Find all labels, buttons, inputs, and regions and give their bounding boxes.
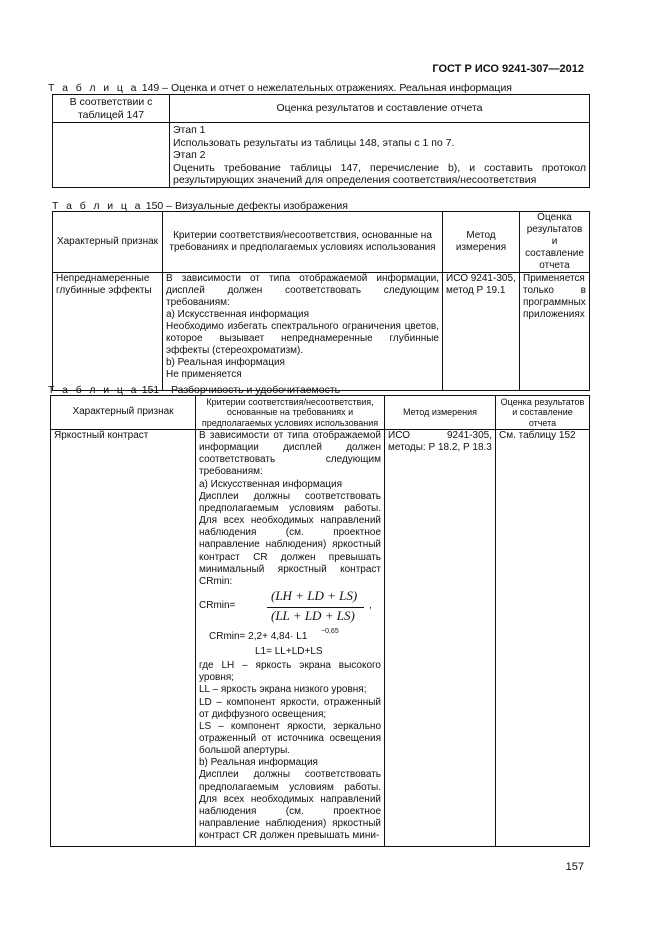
table-150-header-criteria: Критерии соответствия/несоответствия, основанные на требованиях и предполагаемых условиях использования bbox=[163, 212, 443, 273]
table-150-header-method: Метод измерения bbox=[443, 212, 520, 273]
table-149-empty-cell bbox=[53, 123, 170, 188]
table-149-col1-header: В соответствии с таблицей 147 bbox=[53, 95, 170, 123]
table-149-col2-header: Оценка результатов и составление отчета bbox=[170, 95, 590, 123]
table-151-method-cell: ИСО 9241-305, методы: Р 18.2, Р 18.3 bbox=[385, 430, 496, 847]
table-150-method-cell: ИСО 9241-305, метод Р 19.1 bbox=[443, 273, 520, 391]
table-150-criteria-cell: В зависимости от типа отображаемой информации, дисплей должен соответствовать следующим требованиям: a) Искусственная информация Необходимо избегать спектрального ограничения цветов, которое вызывает непреднамеренные глубинные эффекты (стереохроматизм). b) Реальная информация Не применяется bbox=[163, 273, 443, 391]
table-150-header-evaluation: Оценка результатов и составление отчета bbox=[520, 212, 590, 273]
table-151-evaluation-cell: См. таблицу 152 bbox=[496, 430, 590, 847]
table-150-header-feature: Характерный признак bbox=[53, 212, 163, 273]
table-151-header-criteria: Критерии соответствия/несоответствия, основанные на требованиях и предполагаемых условиях использования bbox=[196, 396, 385, 430]
table-150-feature-cell: Непреднамеренные глубинные эффекты bbox=[53, 273, 163, 391]
page-number: 157 bbox=[565, 861, 584, 873]
table-149-body-cell: Этап 1 Использовать результаты из таблицы 148, этапы с 1 по 7. Этап 2 Оценить требование таблицы 147, перечисление b), и составить протокол результирующих значений для определения соответствия/несоответствия bbox=[170, 123, 590, 188]
contrast-formula: CRmin= (LH + LD + LS) (LL + LD + LS) , CRmin= 2,2+ 4,84· L1 −0,65 L1= LL+LD+LS bbox=[199, 588, 372, 658]
table-150 bbox=[52, 211, 590, 391]
document-header: ГОСТ Р ИСО 9241-307—2012 bbox=[432, 63, 584, 75]
table-151-criteria-cell: В зависимости от типа отображаемой информации дисплей должен соответствовать следующим требованиям: a) Искусственная информация Дисплеи должны соответствовать предполагаемым условиям работы. Для всех необходимых направлений наблюдения (см. проектное направление наблюдения) яркостный контраст CR должен превышать минимальный яркостный контраст CRmin: CRmin= (LH + LD + LS) (LL + LD + LS) , CRmin= 2,2+ 4,84· L1 −0,65 L1= LL+LD+LS где LH – яркость экрана высокого уровня; LL – яркость экрана низкого уровня; LD – компонент яркости, отраженный от диффузного освещения; LS – компонент яркости, зеркально отраженный от источника освещения большой апертуры. b) Реальная информация Дисплеи должны соответствовать предполагаемым условиям работы. Для всех необходимых направлений наблюдения (см. проектное направление наблюдения) яркостный контраст CR должен превышать мини- bbox=[196, 430, 385, 847]
table-151-header-evaluation: Оценка результатов и составление отчета bbox=[496, 396, 590, 430]
table-151-header-feature: Характерный признак bbox=[51, 396, 196, 430]
table-151-feature-cell: Яркостный контраст bbox=[51, 430, 196, 847]
table-150-caption: Т а б л и ц а 150 – Визуальные дефекты изображения bbox=[52, 200, 348, 212]
table-151 bbox=[50, 395, 590, 847]
table-149 bbox=[52, 94, 590, 188]
table-151-caption: Т а б л и ц а 151 – Разборчивость и удобочитаемость bbox=[48, 384, 341, 396]
table-151-header-method: Метод измерения bbox=[385, 396, 496, 430]
table-150-evaluation-cell: Применяется только в программных приложениях bbox=[520, 273, 590, 391]
table-149-caption: Т а б л и ц а 149 – Оценка и отчет о нежелательных отражениях. Реальная информация bbox=[48, 82, 512, 94]
